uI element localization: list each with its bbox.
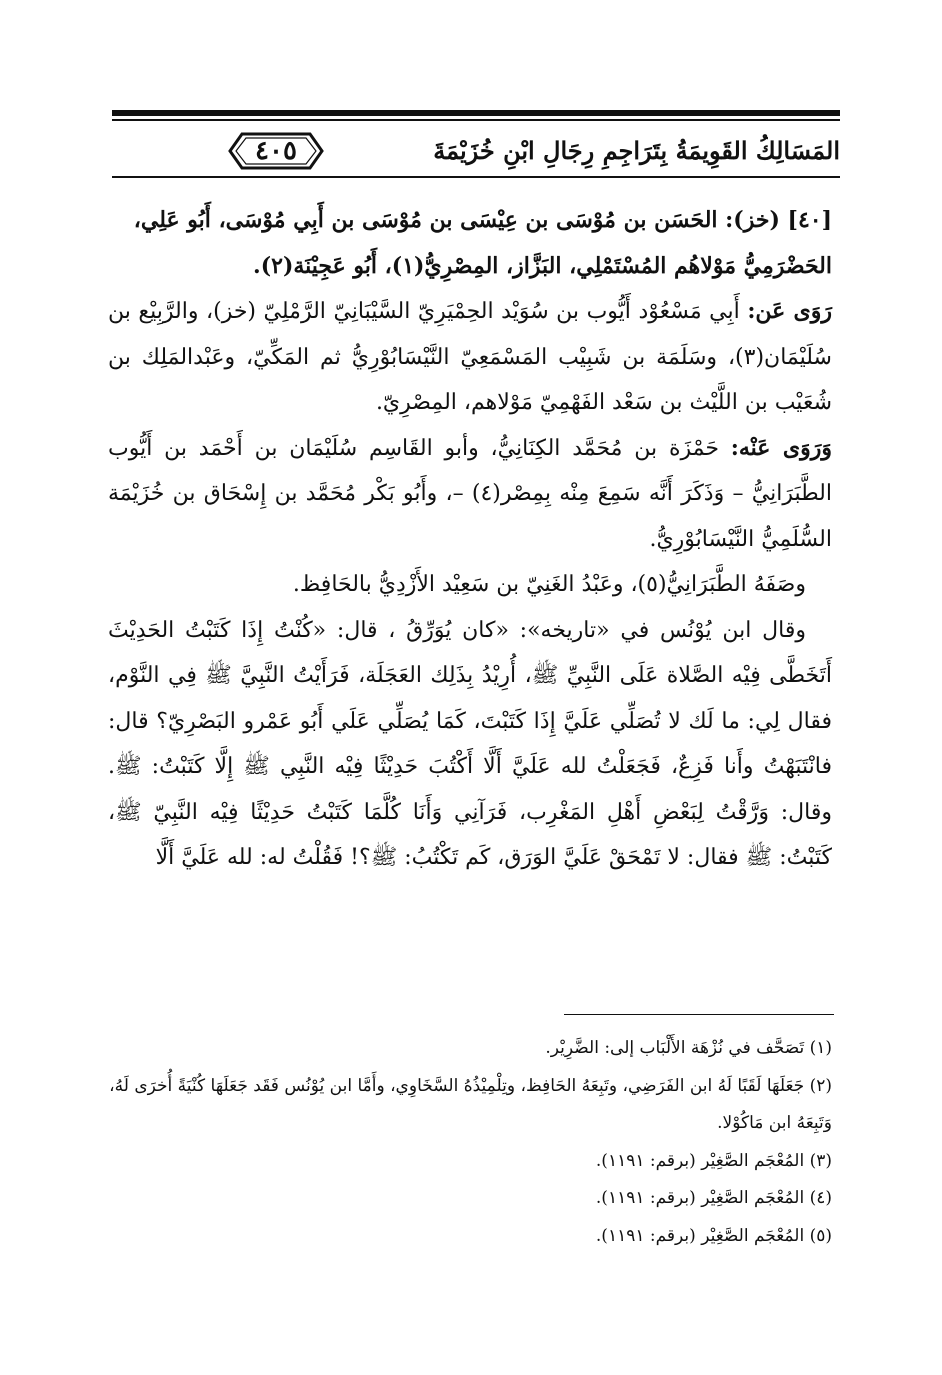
description-paragraph: وصَفَهُ الطَّبَرَانِيُّ(٥)، وعَبْدُ الغَنِيّ بن سَعِيْد الأَزْدِيُّ بالحَافِظ.	[292, 572, 806, 597]
footnote-2: (٢) جَعَلَهَا لَقَبًا لَهُ ابن الفَرَضِي، وتَبِعَهُ الحَافِظ، وتِلْمِيْذُهُ السَّخَاوِي، وأَمَّا ابن يُوْنُس فَقَد جَعَلَهَا كُنْيَةً أُخرَى لَهُ، وَتَبِعَهُ ابن مَاكُوْلا.	[109, 1075, 832, 1133]
running-title: المَسَالِكُ القَوِيمَةُ بِتَرَاجِمِ رِجَالِ ابْنِ خُزَيْمَةَ	[433, 136, 840, 165]
narrated-by-label: وَرَوَى عَنْه:	[730, 434, 832, 461]
quote-paragraph: وقال ابن يُوْنُس في «تاريخه»: «كان يُوَرِّقُ ، قال: «كُنْتُ إِذَا كَتَبْتُ الحَدِيْثَ أَتَخَطَّى فِيْه الصَّلاة عَلَى النَّبِيِّ ﷺ، أُرِيْدُ بِذَلِك العَجَلَة، فَرَأَيْتُ النَّبِيَّ ﷺ فِي النَّوْم، فقال لِي: ما لَك لا تُصَلِّي عَلَيَّ إِذَا كَتَبْتَ، كَمَا يُصَلِّي عَلَي أَبُو عَمْرو البَصْرِيّ؟ قال: فانْتَبَهْتُ وأَنا فَزِعٌ، فَجَعَلْتُ لله عَلَيَّ أَلَّا أَكْتُبَ حَدِيْثًا فِيْه النَّبِي ﷺ إِلَّا كَتَبْتُ: ﷺ. وقال: وَرَّقْتُ لِبَعْضِ أَهْلِ المَغْرِب، فَرَآنِي وَأَنَا كُلَّمَا كَتَبْتُ حَدِيْثًا فِيْه النَّبِيّ ﷺ، كَتَبْتُ: ﷺ فقال: لا تَمْحَقْ عَلَيَّ الوَرَق، كَم تَكْتُبُ: ﷺ؟! فَقُلْتُ له: لله عَلَيَّ أَلَّا	[108, 617, 832, 870]
footnote-5: (٥) المُعْجَم الصَّغِيْر (برقم: ١١٩١).	[595, 1225, 832, 1246]
footnote-1: (١) تَصَحَّف في نُزْهَة الأَلْبَاب إلى: الضَّرِيْر.	[545, 1038, 832, 1058]
narrated-from-text: أَبِي مَسْعُوْد أَيُّوب بن سُوَيْد الحِمْيَرِيّ السَّيْبَانِيّ الرَّمْلِيّ (خز)، والرَّبِيْع بن سُلَيْمَان(٣)، وسَلَمَة بن شَبِيْب المَسْمَعِيّ النَّيْسَابُوْرِيُّ ثم المَكِّيّ، وعَبْدالمَلِك بن شُعَيْب بن اللَّيْث بن سَعْد الفَهْمِيّ مَوْلاهم، المِصْرِيّ.	[108, 299, 832, 415]
narrated-from-label: رَوَى عَن:	[747, 298, 832, 324]
page-number: ٤٠٥	[255, 136, 297, 166]
footnote-4: (٤) المُعْجَم الصَّغِيْر (برقم: ١١٩١).	[595, 1188, 832, 1208]
main-text	[108, 198, 832, 881]
page-number-badge	[228, 130, 324, 172]
footnote-3: (٣) المُعْجَم الصَّغِيْر (برقم: ١١٩١).	[595, 1150, 832, 1171]
header-rule-bottom	[112, 176, 840, 178]
narrated-by-text: حَمْزَة بن مُحَمَّد الكِنَانِيُّ، وأبو القَاسِم سُلَيْمَان بن أَحْمَد بن أَيُّوب الطَّبَرَانِيُّ – وَذَكَرَ أَنَّه سَمِعَ مِنْه بِمِصْر(٤) –، وأَبُو بَكْر مُحَمَّد بن إِسْحَاق بن خُزَيْمَة السُّلَمِيُّ النَّيْسَابُوْرِيُّ.	[108, 435, 832, 552]
header-rule-thin	[112, 119, 840, 121]
entry-heading-line-2: الحَضْرَمِيُّ مَوْلاهُم المُسْتَمْلِي، البَزَّاز، المِصْرِيُّ(١)، أَبُو عَجِيْنَة(٢).	[253, 252, 832, 279]
narrated-from-paragraph	[108, 289, 832, 426]
narrated-by-paragraph	[108, 426, 832, 563]
header-rule-thick	[112, 110, 840, 116]
entry-heading-line-1: [٤٠] (خز): الحَسَن بن مُوْسَى بن عِيْسَى بن مُوْسَى بن أَبِي مُوْسَى، أَبُو عَلِي،	[133, 207, 832, 233]
footnotes	[108, 1030, 832, 1255]
footnote-separator	[564, 1014, 834, 1015]
